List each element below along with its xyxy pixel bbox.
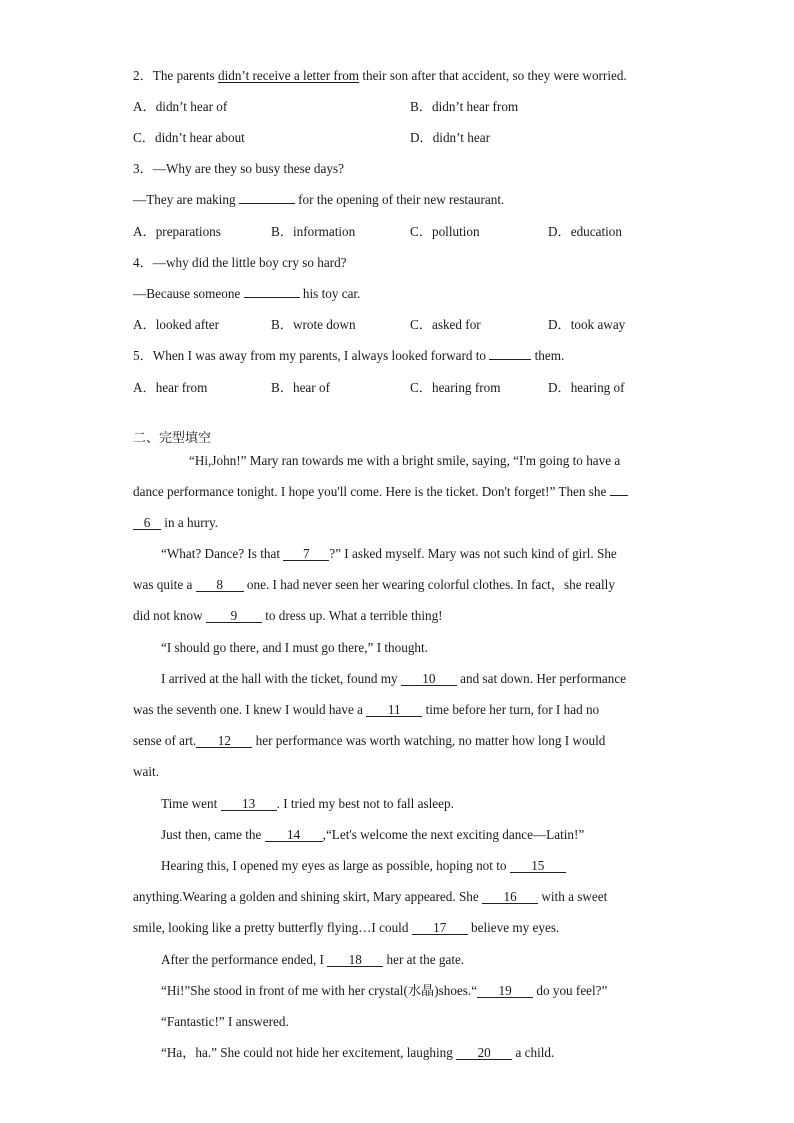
q2-option-b[interactable]: B．didn’t hear from [410, 99, 519, 114]
blank-12[interactable]: 12 [196, 734, 252, 748]
passage-p10: “Fantastic!” I answered. [161, 1014, 289, 1029]
p1-l3-text: in a hurry. [161, 515, 219, 530]
p8-pre: After the performance ended, I [161, 952, 328, 967]
p9-post: do you feel?” [533, 983, 608, 998]
passage-p5 [161, 796, 454, 812]
p5-post: . I tried my best not to fall asleep. [276, 796, 454, 811]
passage-p6 [161, 827, 584, 843]
q4-blank[interactable] [244, 297, 300, 298]
q5-option-c[interactable]: C．hearing from [410, 380, 501, 395]
q5-pre: 5．When I was away from my parents, I always looked forward to [133, 348, 490, 363]
q4-option-d[interactable]: D．took away [548, 317, 626, 332]
q2-option-c[interactable]: C．didn’t hear about [133, 130, 245, 145]
p7-l3-post: believe my eyes. [467, 920, 560, 935]
passage-p8 [161, 952, 464, 968]
blank-19[interactable]: 19 [477, 984, 533, 998]
q2-option-a[interactable]: A．didn’t hear of [133, 99, 228, 114]
p2-l1-pre: “What? Dance? Is that [161, 546, 284, 561]
q5-blank[interactable] [489, 359, 531, 360]
q3-option-b[interactable]: B．information [271, 224, 356, 239]
passage-p11 [161, 1045, 554, 1061]
p2-l3-post: to dress up. What a terrible thing! [261, 608, 443, 623]
p4-l3-post: her performance was worth watching, no matter how long I would [252, 733, 606, 748]
blank-18[interactable]: 18 [327, 953, 383, 967]
p2-l2-post: one. I had never seen her wearing colorful clothes. In fact，she really [243, 577, 615, 592]
passage-p2-line1 [161, 546, 617, 562]
p9-pre: “Hi!”She stood in front of me with her crystal(水晶)shoes.“ [161, 983, 478, 998]
q4-option-a[interactable]: A．looked after [133, 317, 220, 332]
blank-20[interactable]: 20 [456, 1046, 512, 1060]
passage-p4-line1 [161, 671, 626, 687]
blank-6[interactable]: 6 [133, 516, 161, 530]
q3-post: for the opening of their new restaurant. [294, 192, 505, 207]
question-5-stem [133, 348, 564, 364]
p7-l2-post: with a sweet [538, 889, 608, 904]
q3-option-c[interactable]: C．pollution [410, 224, 480, 239]
q2-pre: 2．The parents [133, 68, 218, 83]
p6-pre: Just then, came the [161, 827, 265, 842]
question-4-sentence [133, 286, 360, 302]
p4-l1-post: and sat down. Her performance [456, 671, 627, 686]
blank-10[interactable]: 10 [401, 672, 457, 686]
q4-option-c[interactable]: C．asked for [410, 317, 481, 332]
q5-post: them. [531, 348, 565, 363]
blank-14[interactable]: 14 [265, 828, 323, 842]
passage-p4-line3 [133, 733, 605, 749]
passage-p7-line2 [133, 889, 607, 905]
question-2-stem [133, 68, 627, 84]
blank-8[interactable]: 8 [196, 578, 244, 592]
p11-post: a child. [512, 1045, 555, 1060]
q4-option-b[interactable]: B．wrote down [271, 317, 356, 332]
q3-pre: —They are making [133, 192, 239, 207]
p2-l1-post: ?” I asked myself. Mary was not such kind of girl. She [329, 546, 617, 561]
q4-post: his toy car. [299, 286, 361, 301]
blank-7[interactable]: 7 [283, 547, 329, 561]
q5-option-d[interactable]: D．hearing of [548, 380, 625, 395]
p2-l3-pre: did not know [133, 608, 206, 623]
passage-p3: “I should go there, and I must go there,” I thought. [161, 640, 428, 655]
p8-post: her at the gate. [383, 952, 465, 967]
passage-p1-line2 [133, 484, 628, 500]
p4-l2-pre: was the seventh one. I knew I would have a [133, 702, 367, 717]
passage-p2-line2 [133, 577, 615, 593]
q5-option-b[interactable]: B．hear of [271, 380, 330, 395]
p7-l3-pre: smile, looking like a pretty butterfly flying…I could [133, 920, 412, 935]
blank-13[interactable]: 13 [221, 797, 277, 811]
blank-6-start[interactable] [610, 495, 628, 496]
p4-l2-post: time before her turn, for I had no [422, 702, 600, 717]
blank-17[interactable]: 17 [412, 921, 468, 935]
passage-p1-line1: “Hi,John!” Mary ran towards me with a bright smile, saying, “I'm going to have a [189, 453, 621, 468]
q4-pre: —Because someone [133, 286, 244, 301]
blank-11[interactable]: 11 [366, 703, 422, 717]
section-heading-cloze: 二、完型填空 [133, 431, 212, 446]
p1-l2-text: dance performance tonight. I hope you'll come. Here is the ticket. Don't forget!” Then she [133, 484, 607, 499]
p6-post: ,“Let's welcome the next exciting dance—Latin!” [322, 827, 585, 842]
q2-post: their son after that accident, so they were worried. [359, 68, 627, 83]
p2-l2-pre: was quite a [133, 577, 196, 592]
q3-option-d[interactable]: D．education [548, 224, 622, 239]
q3-blank[interactable] [239, 203, 295, 204]
q2-option-d[interactable]: D．didn’t hear [410, 130, 490, 145]
q3-option-a[interactable]: A．preparations [133, 224, 221, 239]
question-3-stem: 3．—Why are they so busy these days? [133, 161, 344, 176]
passage-p4-line4: wait. [133, 764, 160, 779]
passage-p2-line3 [133, 608, 443, 624]
q5-option-a[interactable]: A．hear from [133, 380, 208, 395]
p4-l3-pre: sense of art. [133, 733, 197, 748]
blank-16[interactable]: 16 [482, 890, 538, 904]
p5-pre: Time went [161, 796, 221, 811]
question-3-sentence [133, 192, 504, 208]
passage-p7-line3 [133, 920, 559, 936]
p7-l1-pre: Hearing this, I opened my eyes as large as possible, hoping not to [161, 858, 510, 873]
passage-p1-line3 [133, 515, 218, 531]
blank-9[interactable]: 9 [206, 609, 262, 623]
p4-l1-pre: I arrived at the hall with the ticket, found my [161, 671, 401, 686]
passage-p9 [161, 983, 607, 999]
blank-15[interactable]: 15 [510, 859, 566, 873]
passage-p4-line2 [133, 702, 599, 718]
passage-p7-line1 [161, 858, 566, 874]
p11-pre: “Ha，ha.” She could not hide her excitement, laughing [161, 1045, 457, 1060]
p7-l2-pre: anything.Wearing a golden and shining skirt, Mary appeared. She [133, 889, 483, 904]
q2-underlined-phrase: didn’t receive a letter from [217, 68, 360, 83]
question-4-stem: 4．—why did the little boy cry so hard? [133, 255, 347, 270]
